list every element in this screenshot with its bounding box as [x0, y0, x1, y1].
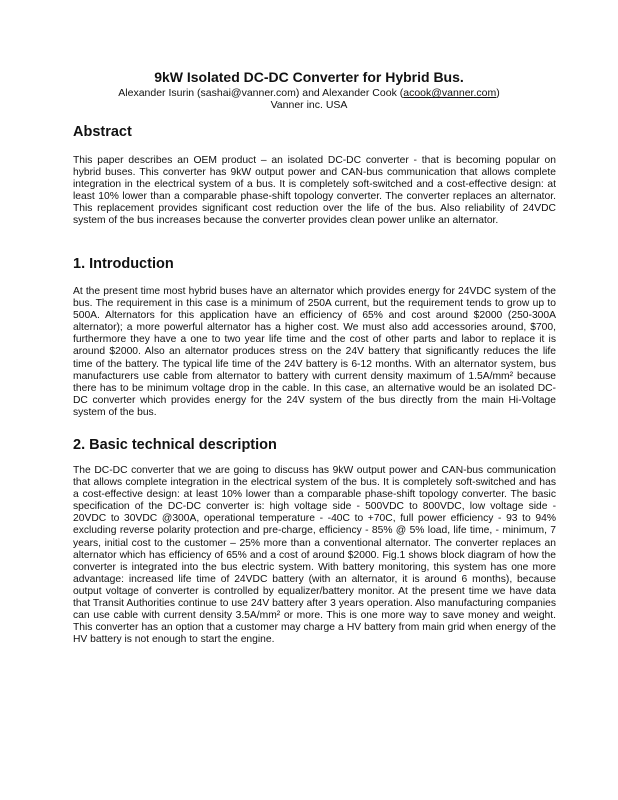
introduction-paragraph: At the present time most hybrid buses have an alternator which provides energy for 24VDC system of the bus. The requirement in this case is a minimum of 250A current, but the requirement tends to grow up to 500A. Alternators for this application have an efficiency of 65% and cost around $2000 (250-300A alternator); a more powerful alternator has a higher cost. We must also add accessories around, $700, furthermore they have a one to two year life time and the cost of other parts and labor to replace it is around $2000. Also an alternator produces stress on the 24V battery that significantly reduces the life time of the battery. The typical life time of the 24V battery is 6-12 months. With an alternator system, bus manufacturers use cable from alternator to battery with current density maximum of 1.5A/mm² because there has to be minimum voltage drop in the cable. In this case, an alternative would be an isolated DC-DC converter which provides energy for the 24V system of the bus directly from the main Hi-Voltage system of the bus. [73, 286, 556, 418]
authors-closing: ) [496, 87, 500, 99]
technical-description-paragraph: The DC-DC converter that we are going to discuss has 9kW output power and CAN-bus communication that allows complete integration in the electrical system of the bus. It is completely soft-switched and has a cost-effective design: at least 10% lower than a comparable phase-shift topology converter. The basic specification of the DC-DC converter is: high voltage side - 500VDC to 800VDC, low voltage side - 20VDC to 30VDC @300A, operational temperature - -40C to +70C, full power efficiency - 93 to 94% excluding reverse polarity protection and pre-charge, efficiency - 85% @ 5% load, life time, - minimum, 7 years, initial cost to the customer – 25% more than a conventional alternator. The converter replaces an alternator which has efficiency of 65% and a cost of around $2000. Fig.1 shows block diagram of how the converter is integrated into the bus electric system. With battery monitoring, this system has one more advantage: increased life time of 24VDC battery (with an alternator, it is around 6 months), because output voltage of converter is controlled by equalizer/battery monitor. At the present time we have data that Transit Authorities continue to use 24V battery after 3 years operation. Also manufacturing companies can use cable with current density 3.5A/mm² or more. This is one more way to save money and weight. This converter has an option that a customer may charge a HV battery from main grid when energy of the HV battery is not enough to start the engine. [73, 465, 556, 646]
abstract-paragraph: This paper describes an OEM product – an isolated DC-DC converter - that is becoming popular on hybrid buses. This converter has 9kW output power and CAN-bus communication that allows complete integration in the electrical system of a bus. It is completely soft-switched and a cost-effective design: at least 10% lower than a comparable phase-shift topology converter. The converter replaces an alternator. This replacement provides significant cost reduction over the life of the bus. Also reliability of 24VDC system of the bus increases because the converter provides clean power unlike an alternator. [73, 155, 556, 227]
paper-authors [0, 87, 618, 99]
paper-affiliation: Vanner inc. USA [270, 99, 348, 111]
abstract-heading: Abstract [73, 124, 132, 140]
introduction-heading: 1. Introduction [73, 256, 174, 272]
technical-description-heading: 2. Basic technical description [73, 437, 277, 453]
authors-text: Alexander Isurin (sashai@vanner.com) and Alexander Cook ( [118, 87, 404, 99]
author-email-link[interactable]: acook@vanner.com [403, 87, 497, 99]
paper-title: 9kW Isolated DC-DC Converter for Hybrid Bus. [154, 69, 464, 85]
